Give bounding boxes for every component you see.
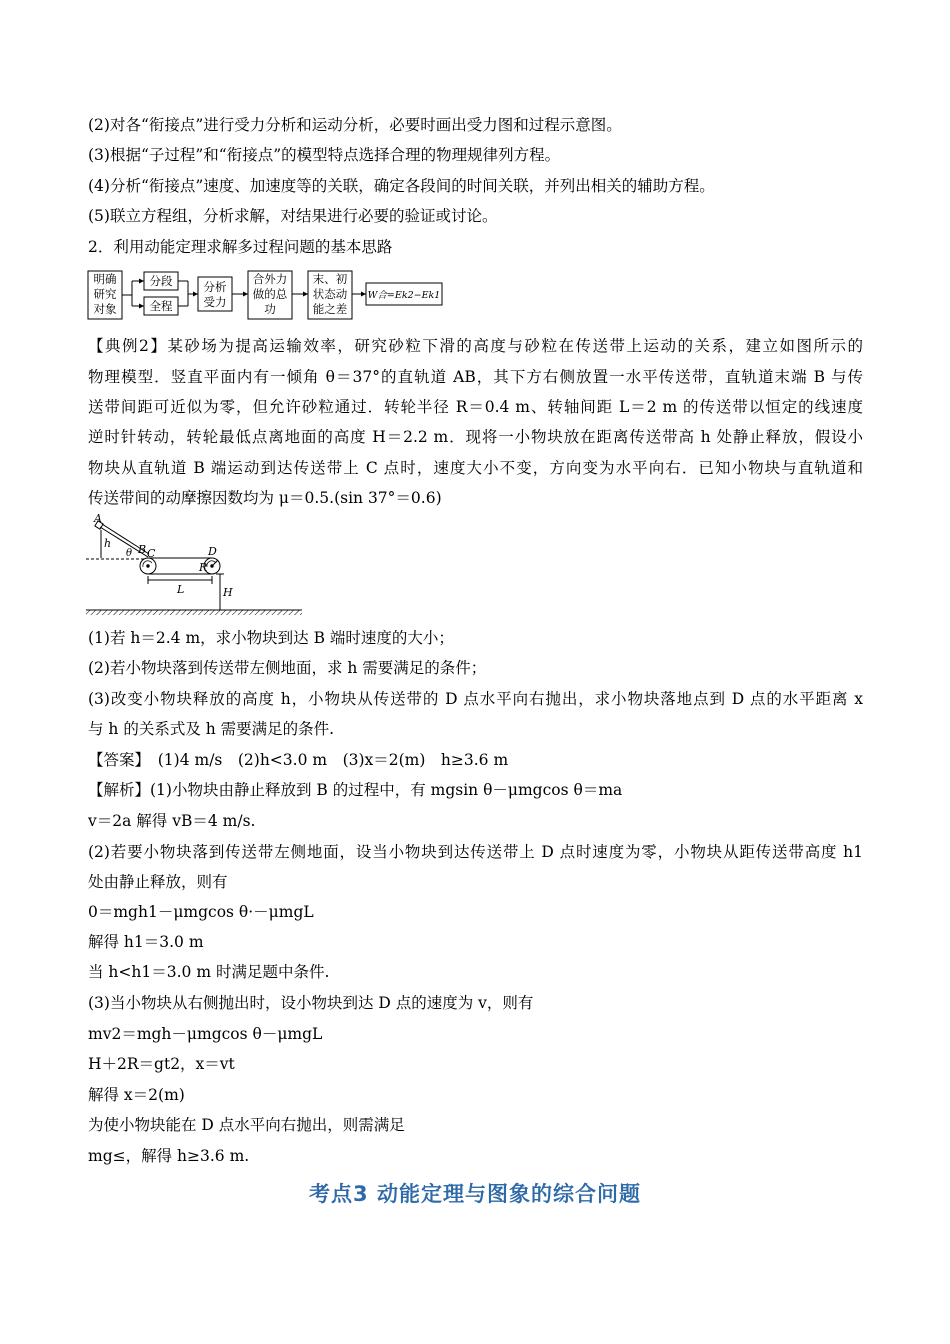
solution-line: mv2＝mgh－μmgcos θ－μmgL [88,1025,323,1043]
solution-line: 处由静止释放，则有 [88,873,228,891]
flow-box-energy-label: 末、初 [312,272,348,286]
text-line: (2)对各“衔接点”进行受力分析和运动分析，必要时画出受力图和过程示意图。 [88,116,622,134]
conveyor-figure [86,512,306,618]
solution-line: (2)若要小物块落到传送带左侧地面，设当小物块到达传送带上 D 点时速度为零，小物块从距传送带高度 h1 [88,843,863,861]
example-line: 送带间距可近似为零，但允许砂粒通过．转轮半径 R＝0.4 m、转轴间距 L＝2 m 的传送带以恒定的线速度 [88,398,863,416]
solution-line: 解得 x＝2(m) [88,1086,185,1104]
label-L: L [177,583,185,596]
flow-box-research-label: 对象 [93,302,117,316]
solution-line: mg≤，解得 h≥3.6 m. [88,1147,250,1165]
flow-box-research-label: 明确 [93,272,117,286]
label-R: R [199,561,208,574]
solution-line: 【解析】(1)小物块由静止释放到 B 的过程中，有 mgsin θ－μmgcos θ＝ma [88,781,623,799]
question-line: (2)若小物块落到传送带左侧地面，求 h 需要满足的条件； [88,659,487,677]
example-line: 【典例2】某砂场为提高运输效率，研究砂粒下滑的高度与砂粒在传送带上运动的关系，建立如图所示的 [88,337,863,355]
flow-box-force-label: 分析 [203,280,227,294]
solution-line: 当 h<h1＝3.0 m 时满足题中条件. [88,963,330,981]
label-D: D [208,545,217,558]
label-A: A [94,512,102,525]
solution-line: 解得 h1＝3.0 m [88,933,204,951]
example-line: 物理模型．竖直平面内有一倾角 θ＝37°的直轨道 AB，其下方右侧放置一水平传送带，直轨道末端 B 与传 [88,368,863,386]
label-h: h [104,537,112,550]
text-line: 2．利用动能定理求解多过程问题的基本思路 [88,238,393,256]
flow-box-energy-label: 能之差 [312,302,348,316]
text-line: (4)分析“衔接点”速度、加速度等的关联，确定各段间的时间关联，并列出相关的辅助方程。 [88,177,715,195]
flow-box-segment-label: 分段 [149,274,173,288]
example-line: 物块从直轨道 B 端运动到达传送带上 C 点时，速度大小不变，方向变为水平向右．已知小物块与直轨道和 [88,459,863,477]
flow-formula: W合=Ek2−Ek1 [367,290,441,301]
answer-line: 【答案】 (1)4 m/s (2)h<3.0 m (3)x＝2(m) h≥3.6 m [88,751,509,769]
solution-line: v＝2a 解得 vB＝4 m/s. [88,812,256,830]
flow-box-force-label: 受力 [203,295,227,309]
question-line: 与 h 的关系式及 h 需要满足的条件. [88,720,335,738]
flow-box-work-label: 合外力 [252,272,288,286]
solution-line: (3)当小物块从右侧抛出时，设小物块到达 D 点的速度为 v，则有 [88,994,534,1012]
question-line: (1)若 h＝2.4 m，求小物块到达 B 端时速度的大小； [88,629,454,647]
section-heading: 考点3 动能定理与图象的综合问题 [309,1182,641,1206]
label-B: B [138,543,147,556]
solution-line: H＋2R＝gt2，x＝vt [88,1055,235,1073]
label-theta: θ [126,548,133,559]
solution-line: 0＝mgh1－μmgcos θ·－μmgL [88,903,314,921]
flow-box-work-label: 做的总 [252,287,288,301]
solution-line: 为使小物块能在 D 点水平向右抛出，则需满足 [88,1116,405,1134]
text-line: (5)联立方程组，分析求解，对结果进行必要的验证或讨论。 [88,207,498,225]
label-C: C [147,547,156,560]
text-line: (3)根据“子过程”和“衔接点”的模型特点选择合理的物理规律列方程。 [88,146,561,164]
flow-box-energy-label: 状态动 [312,287,348,301]
example-line: 逆时针转动，转轮最低点离地面的高度 H＝2.2 m．现将一小物块放在距离传送带高 h 处静止释放，假设小 [88,428,863,446]
example-line: 传送带间的动摩擦因数均为 μ＝0.5.(sin 37°＝0.6) [88,489,442,507]
flow-diagram [86,268,446,322]
flow-box-work-label: 功 [264,302,276,316]
flow-box-research-label: 研究 [93,287,117,301]
question-line: (3)改变小物块释放的高度 h，小物块从传送带的 D 点水平向右抛出，求小物块落地点到 D 点的水平距离 x [88,690,863,708]
label-H: H [223,586,233,599]
flow-box-whole-label: 全程 [149,299,173,313]
